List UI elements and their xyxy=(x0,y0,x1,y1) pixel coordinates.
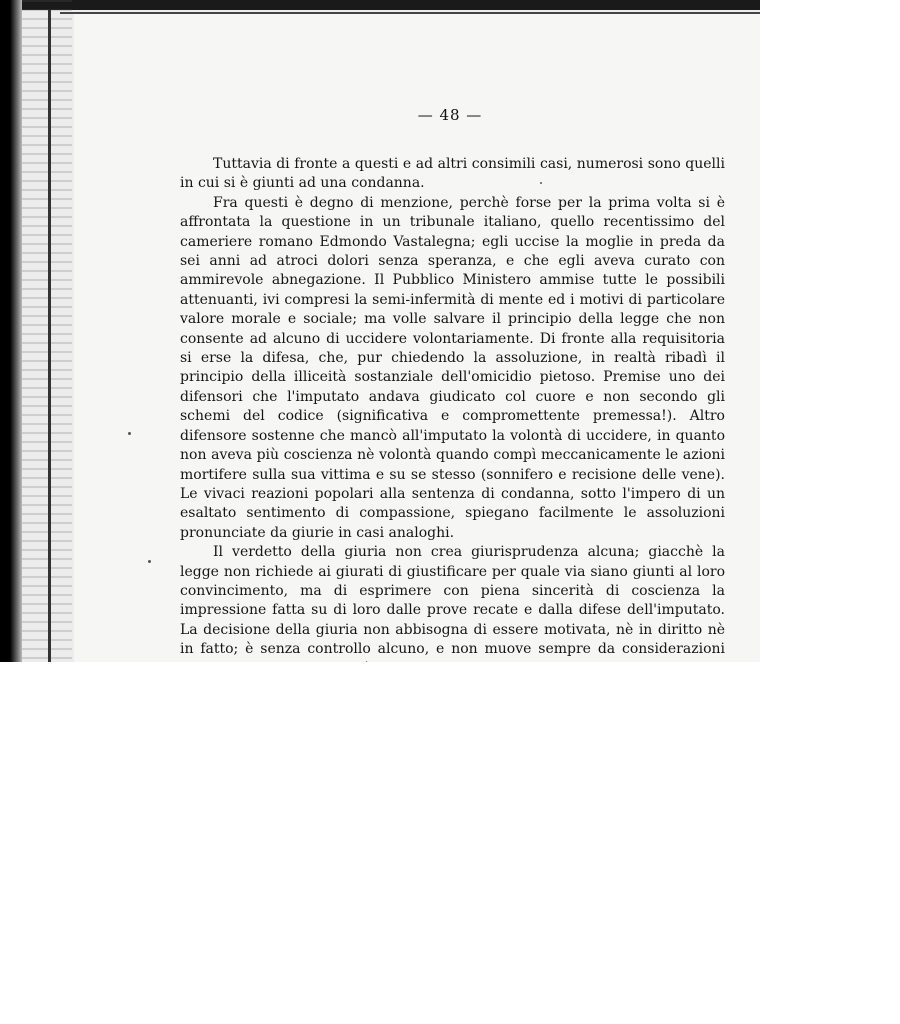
paragraph: Tuttavia di fronte a questi e ad altri consimili casi, numerosi sono quelli in cui si è giunti ad una condanna. xyxy=(180,156,725,192)
top-border xyxy=(0,0,760,10)
top-border-line xyxy=(60,12,760,14)
paragraph: Fra questi è degno di menzione, perchè forse per la prima volta si è affrontata la questione in un tribunale italiano, quello recentissimo del cameriere romano Edmondo Vastalegna; egli uccise la moglie in preda da sei anni ad atroci dolori senza speranza, e che egli aveva curato con ammirevole abnegazione. Il Pubblico Ministero ammise tutte le possibili attenuanti, ivi compresi la semi-infermità di mente ed i motivi di particolare valore morale e sociale; ma volle salvare il principio della legge che non consente ad alcuno di uccidere volontariamente. Di fronte alla requisitoria si erse la difesa, che, pur chiedendo la assoluzione, in realtà ribadì il principio della illiceità sostanziale dell'omicidio pietoso. Premise uno dei difensori che l'imputato andava giudicato col cuore e non secondo gli schemi del codice (significativa e compromettente premessa!). Altro difensore sostenne che mancò all'imputato la volontà di uccidere, in quanto non aveva più coscienza nè volontà quando compì meccanicamente le azioni mortifere sulla sua vittima e su se stesso (sonnifero e recisione delle vene). Le vivaci reazioni popolari alla sentenza di condanna, sotto l'impero di un esaltato sentimento di compassione, spiegano facilmente le assoluzioni pronunciate da giurie in casi analoghi. xyxy=(180,194,725,541)
dust-speck xyxy=(148,560,151,563)
page-number: — 48 — xyxy=(417,106,483,124)
blank-area xyxy=(0,662,760,1024)
paragraph: Il verdetto della giuria non crea giurisprudenza alcuna; giacchè la legge non richiede ai giurati di giustificare per quale via siano giunti al loro convincimento, ma di esprimere con piena sincerità di coscienza la impressione fatta su di loro dalle prove recate e dalla difese dell'imputato. La decisione della giuria non abbisogna di essere motivata, nè in diritto nè in fatto; è senza controllo alcuno, e non muove sempre da considerazioni xyxy=(180,544,725,658)
page-edge xyxy=(22,0,72,662)
body-text xyxy=(180,155,725,679)
book-spine xyxy=(0,0,22,662)
dust-speck xyxy=(128,432,131,435)
